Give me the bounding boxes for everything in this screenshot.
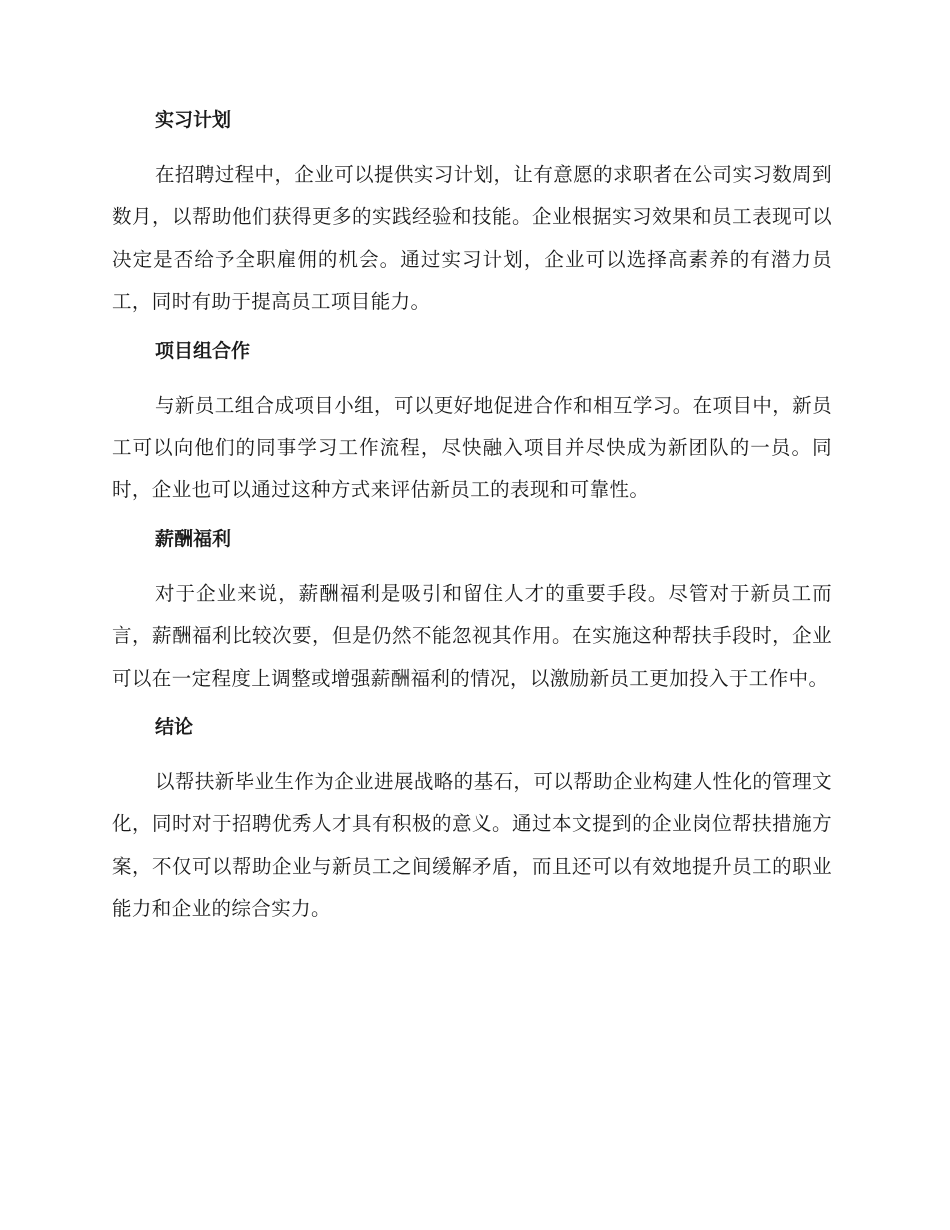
section-compensation — [112, 525, 832, 700]
document-page — [112, 106, 832, 944]
section-paragraph: 对于企业来说，薪酬福利是吸引和留住人才的重要手段。尽管对于新员工而言，薪酬福利比较次要，但是仍然不能忽视其作用。在实施这种帮扶手段时，企业可以在一定程度上调整或增强薪酬福利的情况，以激励新员工更加投入于工作中。 — [112, 581, 832, 690]
section-heading: 结论 — [155, 716, 194, 739]
section-heading: 项目组合作 — [155, 339, 251, 362]
section-heading: 实习计划 — [155, 109, 232, 131]
section-internship — [112, 106, 832, 324]
section-conclusion — [112, 713, 832, 931]
section-paragraph: 与新员工组合成项目小组，可以更好地促进合作和相互学习。在项目中，新员工可以向他们的同事学习工作流程，尽快融入项目并尽快成为新团队的一员。同时，企业也可以通过这种方式来评估新员工的表现和可靠性。 — [112, 393, 832, 502]
section-paragraph: 以帮扶新毕业生作为企业进展战略的基石，可以帮助企业构建人性化的管理文化，同时对于招聘优秀人才具有积极的意义。通过本文提到的企业岗位帮扶措施方案，不仅可以帮助企业与新员工之间缓解矛盾，而且还可以有效地提升员工的职业能力和企业的综合实力。 — [112, 770, 832, 921]
section-paragraph: 在招聘过程中，企业可以提供实习计划，让有意愿的求职者在公司实习数周到数月，以帮助他们获得更多的实践经验和技能。企业根据实习效果和员工表现可以决定是否给予全职雇佣的机会。通过实习计划，企业可以选择高素养的有潜力员工，同时有助于提高员工项目能力。 — [112, 163, 832, 314]
section-project-team — [112, 337, 832, 512]
section-heading: 薪酬福利 — [155, 527, 232, 550]
